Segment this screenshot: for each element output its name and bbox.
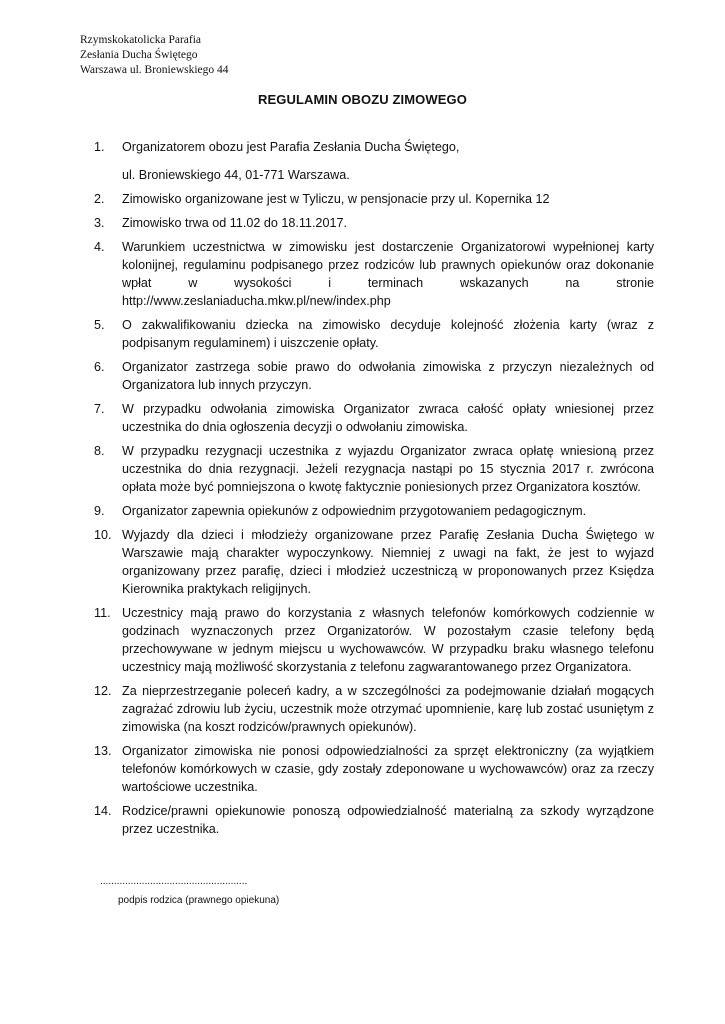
list-item bbox=[94, 214, 654, 232]
header-line-2: Zesłania Ducha Świętego bbox=[80, 49, 198, 61]
item-number: 1. bbox=[94, 140, 105, 154]
item-text: Warunkiem uczestnictwa w zimowisku jest dostarczenie Organizatorowi wypełnionej karty kolonijnej, regulaminu podpisanego przez rodziców lub prawnych opiekunów oraz dokonanie wpłat w wysokości i terminach wskazanych na stronie http://www.zeslaniaducha.mkw.pl/new/index.php bbox=[122, 240, 654, 308]
item-number: 14. bbox=[94, 804, 112, 818]
item-text: Zimowisko organizowane jest w Tyliczu, w pensjonacie przy ul. Kopernika 12 bbox=[122, 192, 550, 206]
item-text: O zakwalifikowaniu dziecka na zimowisko decyduje kolejność złożenia karty (wraz z podpisanym regulaminem) i uiszczenie opłaty. bbox=[122, 318, 654, 350]
item-text: Uczestnicy mają prawo do korzystania z własnych telefonów komórkowych codziennie w godzinach wyznaczonych przez Organizatorów. W pozostałym czasie telefony będą przechowywane w jednym miejscu u wychowawców. W przypadku braku własnego telefonu uczestnicy mają możliwość skorzystania z telefonu zagwarantowanego przez Organizatora. bbox=[122, 606, 654, 674]
list-item bbox=[94, 238, 654, 310]
parish-header bbox=[80, 33, 229, 78]
item-number: 10. bbox=[94, 528, 112, 542]
item-number: 13. bbox=[94, 744, 112, 758]
item-text: Wyjazdy dla dzieci i młodzieży organizowane przez Parafię Zesłania Ducha Świętego w Warszawie mają charakter wypoczynkowy. Niemniej z uwagi na fakt, że jest to wyjazd organizowany przez parafię, dzieci i młodzież uczestniczą w proponowanych przez Księdza Kierownika praktykach religijnych. bbox=[122, 528, 654, 596]
item-text: Organizator zapewnia opiekunów z odpowiednim przygotowaniem pedagogicznym. bbox=[122, 504, 587, 518]
item-number: 8. bbox=[94, 444, 105, 458]
rules-list bbox=[94, 138, 654, 844]
item-number: 5. bbox=[94, 318, 105, 332]
item-number: 11. bbox=[94, 606, 111, 620]
item-number: 4. bbox=[94, 240, 105, 254]
list-item bbox=[94, 682, 654, 736]
item-number: 9. bbox=[94, 504, 105, 518]
item-number: 7. bbox=[94, 402, 105, 416]
item-text: Organizator zimowiska nie ponosi odpowiedzialności za sprzęt elektroniczny (za wyjątkiem telefonów komórkowych w czasie, gdy zostały zdeponowane u wychowawców) oraz za rzeczy wartościowe uczestnika. bbox=[122, 744, 654, 794]
list-item bbox=[94, 400, 654, 436]
header-line-1: Rzymskokatolicka Parafia bbox=[80, 34, 202, 46]
item-text: Zimowisko trwa od 11.02 do 18.11.2017. bbox=[122, 216, 347, 230]
item-text: Organizatorem obozu jest Parafia Zesłania Ducha Świętego, bbox=[122, 140, 460, 154]
header-line-3: Warszawa ul. Broniewskiego 44 bbox=[80, 64, 229, 76]
item-number: 2. bbox=[94, 192, 105, 206]
list-item bbox=[94, 526, 654, 598]
list-item bbox=[94, 442, 654, 496]
list-item bbox=[94, 190, 654, 208]
list-item bbox=[94, 604, 654, 676]
item-number: 3. bbox=[94, 216, 105, 230]
list-item bbox=[94, 742, 654, 796]
document-title: REGULAMIN OBOZU ZIMOWEGO bbox=[258, 92, 467, 107]
list-item bbox=[94, 138, 654, 184]
list-item bbox=[94, 358, 654, 394]
list-item bbox=[94, 316, 654, 352]
signature-caption: podpis rodzica (prawnego opiekuna) bbox=[118, 895, 280, 906]
list-item bbox=[94, 802, 654, 838]
item-text: Organizator zastrzega sobie prawo do odwołania zimowiska z przyczyn niezależnych od Organizatora lub innych przyczyn. bbox=[122, 360, 654, 392]
signature-line: ..................................................... bbox=[100, 876, 248, 887]
item-subtext: ul. Broniewskiego 44, 01-771 Warszawa. bbox=[122, 168, 350, 182]
item-text: Rodzice/prawni opiekunowie ponoszą odpowiedzialność materialną za szkody wyrządzone przez uczestnika. bbox=[122, 804, 654, 836]
item-number: 12. bbox=[94, 684, 112, 698]
item-number: 6. bbox=[94, 360, 105, 374]
item-text: W przypadku rezygnacji uczestnika z wyjazdu Organizator zwraca opłatę wniesioną przez uczestnika do dnia rezygnacji. Jeżeli rezygnacja nastąpi po 15 stycznia 2017 r. zwrócona opłata może być pomniejszona o kwotę faktycznie poniesionych przez Organizatora kosztów. bbox=[122, 444, 654, 494]
item-text: W przypadku odwołania zimowiska Organizator zwraca całość opłaty wniesionej przez uczestnika do dnia ogłoszenia decyzji o odwołaniu zimowiska. bbox=[122, 402, 654, 434]
list-item bbox=[94, 502, 654, 520]
item-text: Za nieprzestrzeganie poleceń kadry, a w szczególności za podejmowanie działań mogących zagrażać zdrowiu lub życiu, uczestnik może otrzymać upomnienie, karę lub zostać usuniętym z zimowiska (na koszt rodziców/prawnych opiekunów). bbox=[122, 684, 654, 734]
